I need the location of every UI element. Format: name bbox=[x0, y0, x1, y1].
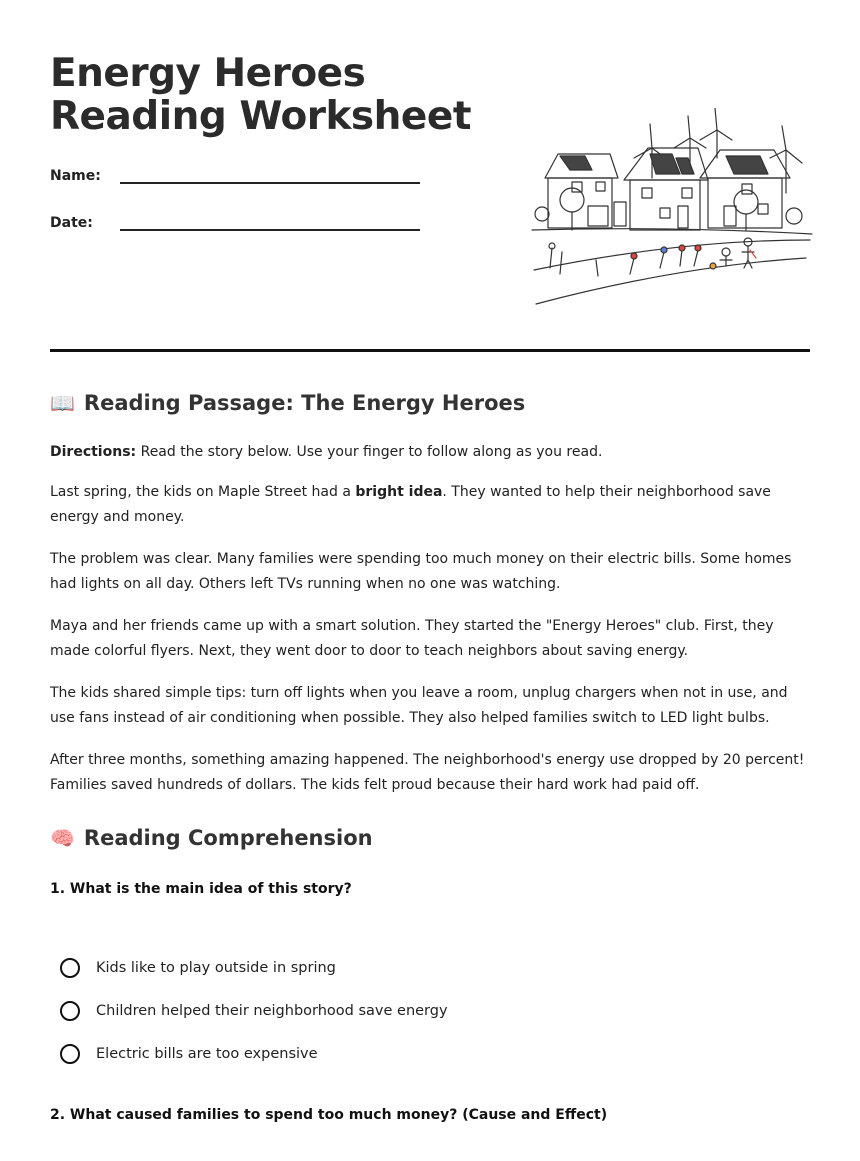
radio-button[interactable] bbox=[60, 958, 80, 978]
radio-button[interactable] bbox=[60, 1044, 80, 1064]
option-label: Kids like to play outside in spring bbox=[96, 959, 336, 976]
reading-passage-title: Reading Passage: The Energy Heroes bbox=[83, 391, 526, 415]
house-icon bbox=[700, 150, 790, 228]
question-2: 2. What caused families to spend too much money? (Cause and Effect) bbox=[50, 1107, 608, 1123]
date-field[interactable] bbox=[50, 213, 420, 231]
paragraph-text: . They wanted to help their neighborhood save energy and money. bbox=[50, 483, 771, 525]
name-line[interactable] bbox=[120, 166, 420, 184]
worksheet-title: Energy Heroes Reading Worksheet bbox=[50, 51, 471, 139]
tree-icon bbox=[535, 188, 802, 230]
comprehension-heading bbox=[50, 826, 373, 850]
divider bbox=[50, 349, 810, 352]
directions bbox=[50, 440, 815, 466]
answer-option[interactable] bbox=[60, 1032, 448, 1075]
open-book-icon: 📖 bbox=[50, 391, 75, 415]
question-1-options bbox=[60, 946, 448, 1075]
house-icon bbox=[545, 154, 626, 228]
name-field[interactable] bbox=[50, 166, 420, 184]
directions-label: Directions: bbox=[50, 444, 137, 460]
option-label: Children helped their neighborhood save energy bbox=[96, 1002, 448, 1019]
house-icon bbox=[624, 148, 708, 230]
date-line[interactable] bbox=[120, 213, 420, 231]
reading-passage-heading bbox=[50, 391, 525, 415]
option-label: Electric bills are too expensive bbox=[96, 1045, 318, 1062]
passage-paragraph: Maya and her friends came up with a smart solution. They started the "Energy Heroes" club. First, they made colorful flyers. Next, they went door to door to teach neighbors about saving energy. bbox=[50, 617, 774, 659]
neighborhood-illustration bbox=[530, 108, 815, 308]
answer-option[interactable] bbox=[60, 946, 448, 989]
passage-paragraph: The problem was clear. Many families were spending too much money on their electric bills. Some homes had lights on all day. Others left TVs running when no one was watching. bbox=[50, 550, 792, 592]
bold-phrase: bright idea bbox=[355, 483, 443, 500]
reading-passage bbox=[50, 440, 815, 815]
date-label: Date: bbox=[50, 215, 93, 231]
brain-icon: 🧠 bbox=[50, 826, 75, 850]
directions-text: Read the story below. Use your finger to follow along as you read. bbox=[140, 444, 603, 460]
radio-button[interactable] bbox=[60, 1001, 80, 1021]
answer-option[interactable] bbox=[60, 989, 448, 1032]
passage-paragraph bbox=[50, 480, 815, 531]
name-label: Name: bbox=[50, 168, 101, 184]
passage-paragraph: The kids shared simple tips: turn off lights when you leave a room, unplug chargers when not in use, and use fans instead of air conditioning when possible. They also helped families switch to LED light bulbs. bbox=[50, 684, 788, 726]
comprehension-title: Reading Comprehension bbox=[83, 826, 373, 850]
passage-paragraph: After three months, something amazing happened. The neighborhood's energy use dropped by 20 percent! Families saved hundreds of dollars. The kids felt proud because their hard work had paid off. bbox=[50, 751, 805, 793]
paragraph-text: Last spring, the kids on Maple Street had a bbox=[50, 483, 356, 500]
question-1: 1. What is the main idea of this story? bbox=[50, 881, 352, 897]
